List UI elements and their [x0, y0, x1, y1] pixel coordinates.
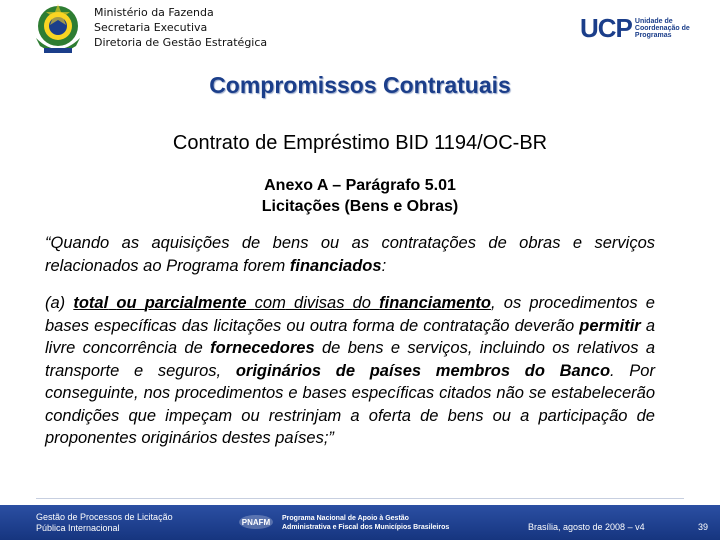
slide-title: Compromissos Contratuais — [209, 72, 511, 98]
pnafm-logo-text: PNAFM — [241, 518, 271, 527]
quote-emphasis: total — [73, 294, 109, 312]
quote-underlined: do — [352, 294, 371, 312]
quote-paragraph-2 — [45, 292, 655, 450]
annex-heading — [0, 175, 720, 217]
ucp-logo — [580, 13, 690, 43]
footer-date: Brasília, agosto de 2008 – v4 — [528, 522, 645, 532]
quote-emphasis: ou — [116, 294, 137, 312]
footer-course-line: Gestão de Processos de Licitação — [36, 512, 173, 522]
page-number: 39 — [698, 522, 709, 532]
quote-text: “Quando as aquisições de bens ou as contratações de obras e serviços relacionados ao Programa forem — [45, 234, 655, 275]
quote-emphasis: originários de países membros do Banco — [235, 361, 611, 380]
slide-footer — [0, 505, 720, 540]
quote-text: , os procedimentos e bases específicas das licitações ou outra forma de contratação deverão — [45, 294, 655, 335]
quote-text: . Por conseguinte, nos procedimentos e bases específicas citados não se estabelecerão condições que impeçam ou restrinjam a oferta de bens ou a participação de proponentes originários destes países;” — [45, 361, 655, 447]
quote-underlined: divisas — [294, 294, 345, 312]
quote-text: a livre concorrência de — [45, 316, 656, 357]
quote-paragraph-1 — [45, 232, 655, 277]
footer-course-title — [36, 512, 173, 534]
ucp-logo-text: UCP — [580, 13, 632, 43]
footer-divider — [36, 498, 684, 499]
ministry-line: Ministério da Fazenda — [94, 6, 214, 19]
annex-line: Licitações (Bens e Obras) — [261, 198, 459, 215]
quote-emphasis: financiados — [289, 256, 382, 275]
ministry-block — [94, 5, 267, 50]
quote-emphasis: fornecedores — [210, 339, 315, 357]
quote-text: de bens e serviços, incluindo os relativos a transporte e seguros, — [45, 339, 655, 380]
ministry-line: Secretaria Executiva — [94, 21, 208, 34]
ucp-logo-subtitle — [635, 18, 690, 39]
ucp-sub-line: Unidade de — [634, 17, 673, 25]
quote-emphasis: financiamento — [379, 294, 492, 312]
quote-text: : — [381, 256, 387, 275]
ministry-line: Diretoria de Gestão Estratégica — [94, 36, 268, 49]
footer-program-line: Programa Nacional de Apoio à Gestão — [282, 515, 409, 522]
footer-program — [282, 514, 449, 532]
footer-program-line: Administrativa e Fiscal dos Municípios Brasileiros — [282, 524, 450, 531]
quote-emphasis: parcialmente — [144, 294, 247, 312]
ucp-sub-line: Programas — [634, 31, 672, 39]
quote-emphasis: permitir — [579, 316, 641, 335]
coat-of-arms-icon — [30, 2, 86, 56]
annex-line: Anexo A – Parágrafo 5.01 — [264, 177, 456, 194]
slide-header — [0, 0, 720, 62]
quote-underlined: com — [254, 294, 286, 312]
footer-course-line: Pública Internacional — [36, 523, 120, 533]
slide-subtitle: Contrato de Empréstimo BID 1194/OC-BR — [172, 132, 548, 154]
ucp-sub-line: Coordenação de — [634, 24, 690, 32]
quote-text: (a) — [45, 294, 74, 312]
pnafm-logo-icon — [238, 514, 274, 530]
